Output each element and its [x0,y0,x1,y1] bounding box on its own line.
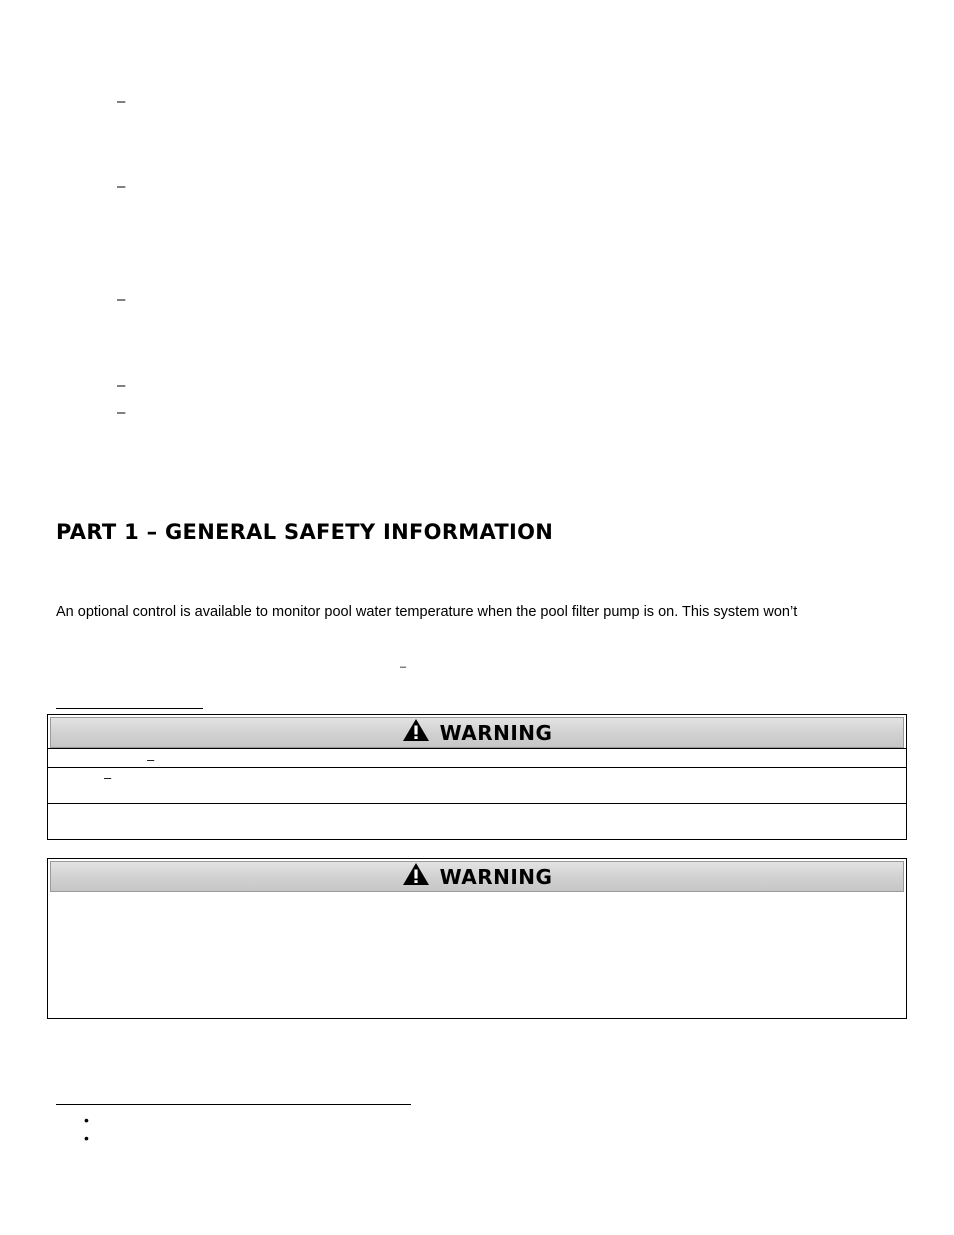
list-dash-marker: – [117,404,126,421]
warning-header-bar [50,717,904,748]
warning-triangle-icon [402,862,430,891]
body-paragraph: An optional control is available to monitor pool water temperature when the pool filter pump is on. This system won’t [56,604,798,620]
subheading-underline [56,708,203,709]
warning-label: WARNING [439,864,553,889]
list-dash-marker: – [104,770,112,785]
list-dash-marker: – [147,752,155,767]
table-row-divider [48,803,906,804]
list-bullet-marker: • [84,1112,89,1128]
warning-box [47,714,907,840]
list-dash-marker: – [117,377,126,394]
warning-label: WARNING [439,720,553,745]
list-dash-marker: – [117,291,126,308]
section-heading: PART 1 – GENERAL SAFETY INFORMATION [56,520,554,544]
table-row-divider [48,767,906,768]
list-dash-marker: – [117,93,126,110]
table-row-divider [48,748,906,749]
warning-header-bar [50,861,904,892]
warning-triangle-icon [402,718,430,747]
warning-box [47,858,907,1019]
list-dash-marker: – [117,178,126,195]
list-bullet-marker: • [84,1130,89,1146]
inline-dash-marker: – [400,661,407,673]
subheading-underline [56,1104,411,1105]
